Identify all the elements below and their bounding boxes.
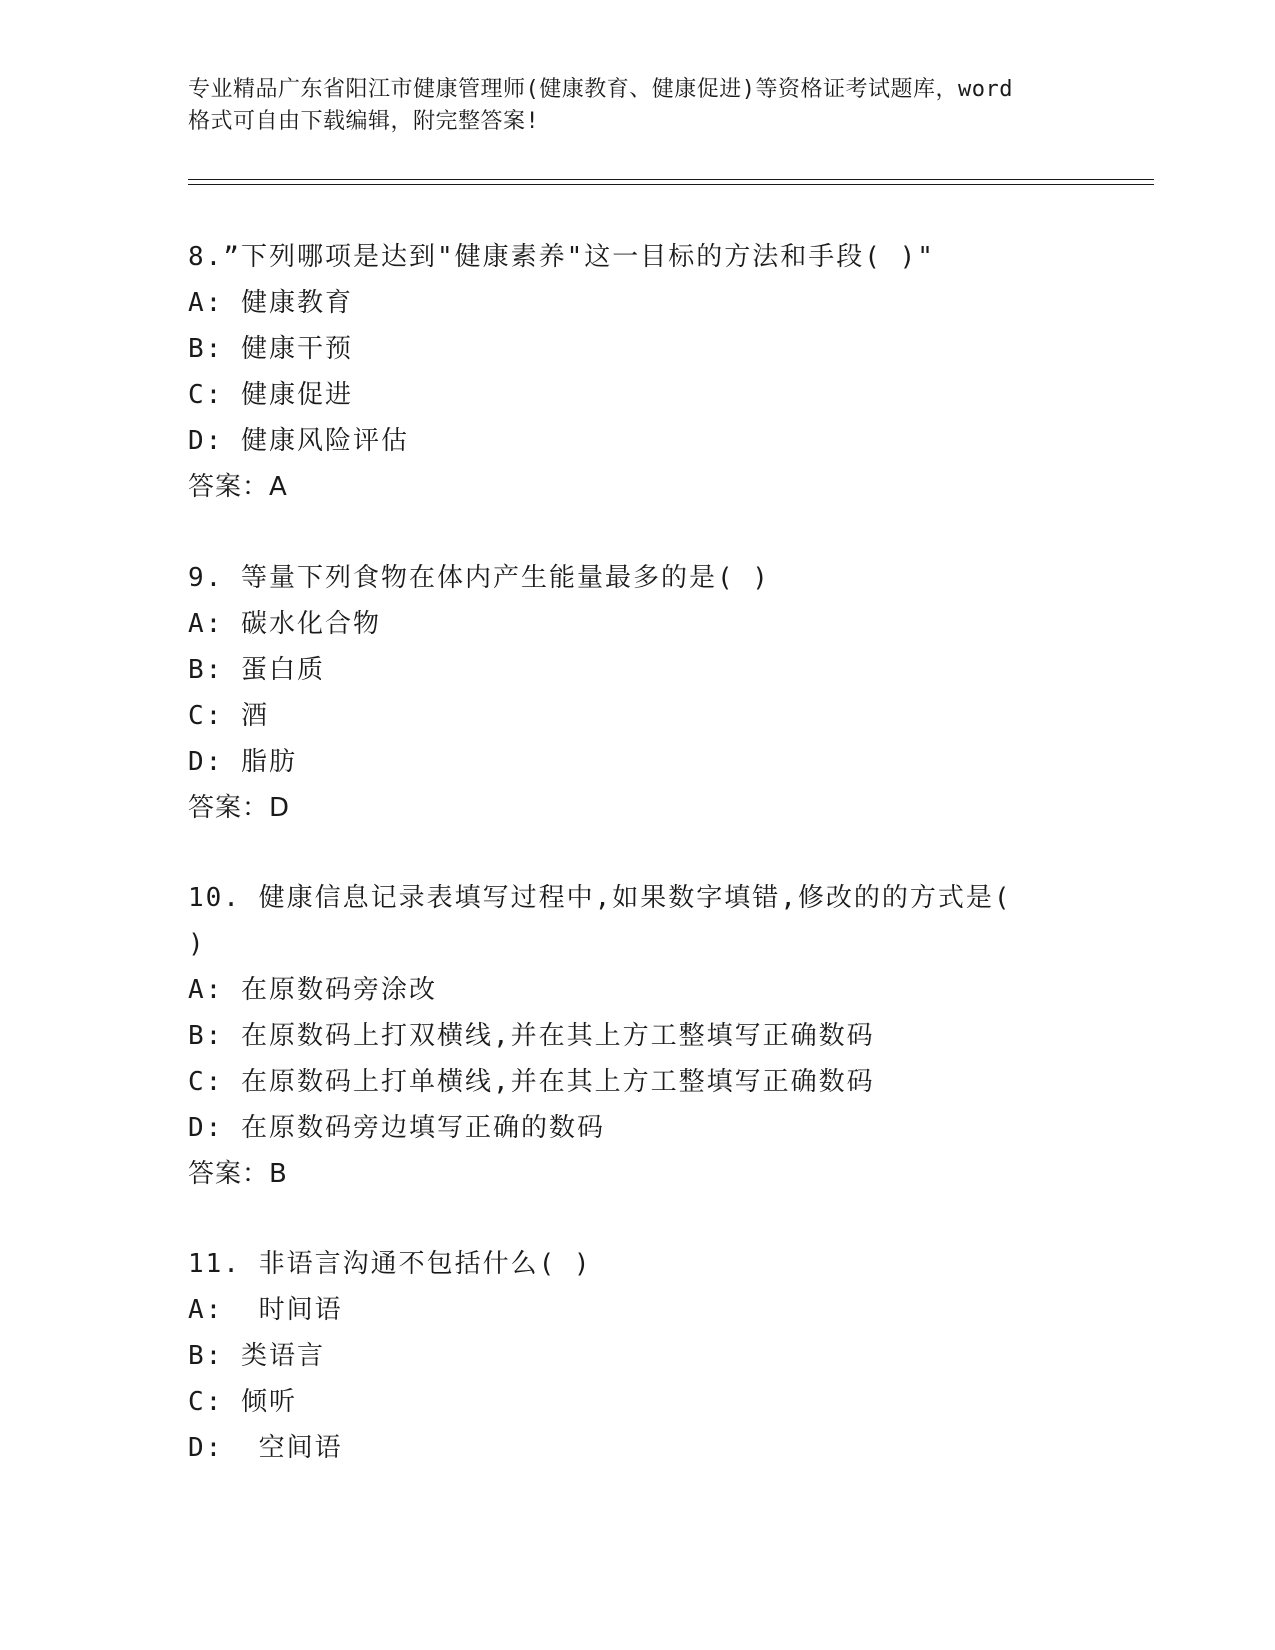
answer: 答案：A [188,472,288,502]
option-c: C: 在原数码上打单横线,并在其上方工整填写正确数码 [188,1067,875,1097]
option-c: C: 酒 [188,701,269,731]
header-line-1: 专业精品广东省阳江市健康管理师(健康教育、健康促进)等资格证考试题库，word [188,77,1013,102]
option-d: D: 在原数码旁边填写正确的数码 [188,1113,605,1143]
question-10 [188,875,1088,1197]
header-line-2: 格式可自由下载编辑，附完整答案! [188,109,540,134]
question-stem-line-1: 10. 健康信息记录表填写过程中,如果数字填错,修改的的方式是( [188,883,1012,913]
option-b: B: 在原数码上打双横线,并在其上方工整填写正确数码 [188,1021,875,1051]
answer: 答案：B [188,1159,288,1189]
option-d: D: 健康风险评估 [188,426,409,456]
option-d: D: 空间语 [188,1433,343,1463]
option-d: D: 脂肪 [188,747,297,777]
question-stem: 9. 等量下列食物在体内产生能量最多的是( ) [188,563,770,593]
option-b: B: 类语言 [188,1341,325,1371]
question-9 [188,555,1088,831]
question-8 [188,234,1088,510]
option-a: A: 时间语 [188,1295,343,1325]
option-a: A: 碳水化合物 [188,609,381,639]
question-stem: 11. 非语言沟通不包括什么( ) [188,1249,592,1279]
option-b: B: 蛋白质 [188,655,325,685]
option-c: C: 健康促进 [188,380,353,410]
question-stem: 8.”下列哪项是达到"健康素养"这一目标的方法和手段( )" [188,242,935,272]
document-header [188,74,1088,138]
answer: 答案：D [188,793,291,823]
option-a: A: 在原数码旁涂改 [188,975,437,1005]
question-11 [188,1241,1088,1471]
header-divider-top [188,179,1154,180]
option-b: B: 健康干预 [188,334,353,364]
option-a: A: 健康教育 [188,288,353,318]
option-c: C: 倾听 [188,1387,297,1417]
header-divider-bottom [188,184,1154,185]
question-stem-line-2: ) [188,929,206,959]
